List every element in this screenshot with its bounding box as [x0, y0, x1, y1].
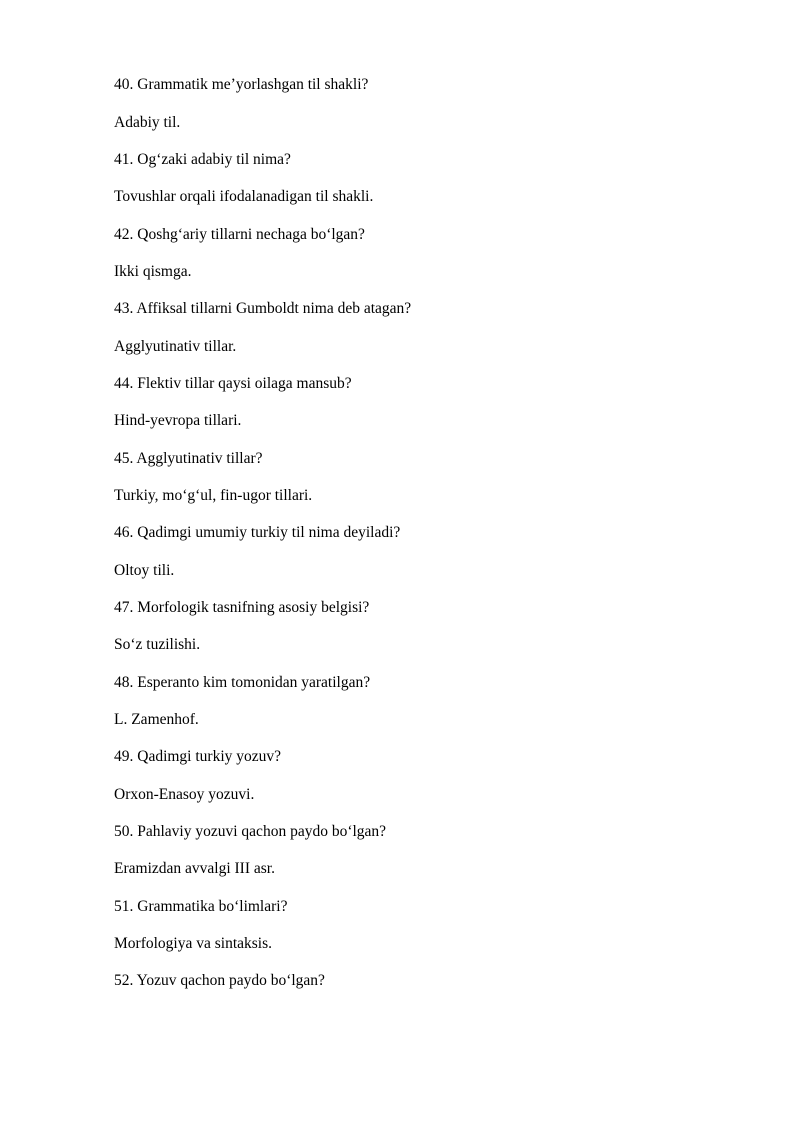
- answer-50: Eramizdan avvalgi III asr.: [114, 860, 275, 877]
- question-41: 41. Og‘zaki adabiy til nima?: [114, 151, 291, 168]
- answer-51: Morfologiya va sintaksis.: [114, 935, 272, 952]
- question-42: 42. Qoshg‘ariy tillarni nechaga bo‘lgan?: [114, 226, 365, 243]
- question-48: 48. Esperanto kim tomonidan yaratilgan?: [114, 674, 371, 691]
- question-44: 44. Flektiv tillar qaysi oilaga mansub?: [114, 375, 352, 392]
- question-52: 52. Yozuv qachon paydo bo‘lgan?: [114, 972, 325, 989]
- answer-41: Tovushlar orqali ifodalanadigan til shakli.: [114, 188, 374, 205]
- answer-42: Ikki qismga.: [114, 263, 192, 280]
- question-43: 43. Affiksal tillarni Gumboldt nima deb atagan?: [114, 300, 412, 317]
- question-46: 46. Qadimgi umumiy turkiy til nima deyiladi?: [114, 524, 401, 541]
- answer-48: L. Zamenhof.: [114, 711, 199, 728]
- question-51: 51. Grammatika bo‘limlari?: [114, 898, 288, 915]
- question-40: 40. Grammatik me’yorlashgan til shakli?: [114, 76, 369, 93]
- answer-44: Hind-yevropa tillari.: [114, 412, 242, 429]
- question-45: 45. Agglyutinativ tillar?: [114, 450, 263, 467]
- answer-40: Adabiy til.: [114, 114, 181, 131]
- answer-46: Oltoy tili.: [114, 562, 175, 579]
- question-50: 50. Pahlaviy yozuvi qachon paydo bo‘lgan?: [114, 823, 387, 840]
- answer-49: Orxon-Enasoy yozuvi.: [114, 786, 255, 803]
- answer-45: Turkiy, mo‘g‘ul, fin-ugor tillari.: [114, 487, 313, 504]
- question-47: 47. Morfologik tasnifning asosiy belgisi?: [114, 599, 370, 616]
- answer-47: So‘z tuzilishi.: [114, 636, 201, 653]
- question-49: 49. Qadimgi turkiy yozuv?: [114, 748, 282, 765]
- answer-43: Agglyutinativ tillar.: [114, 338, 237, 355]
